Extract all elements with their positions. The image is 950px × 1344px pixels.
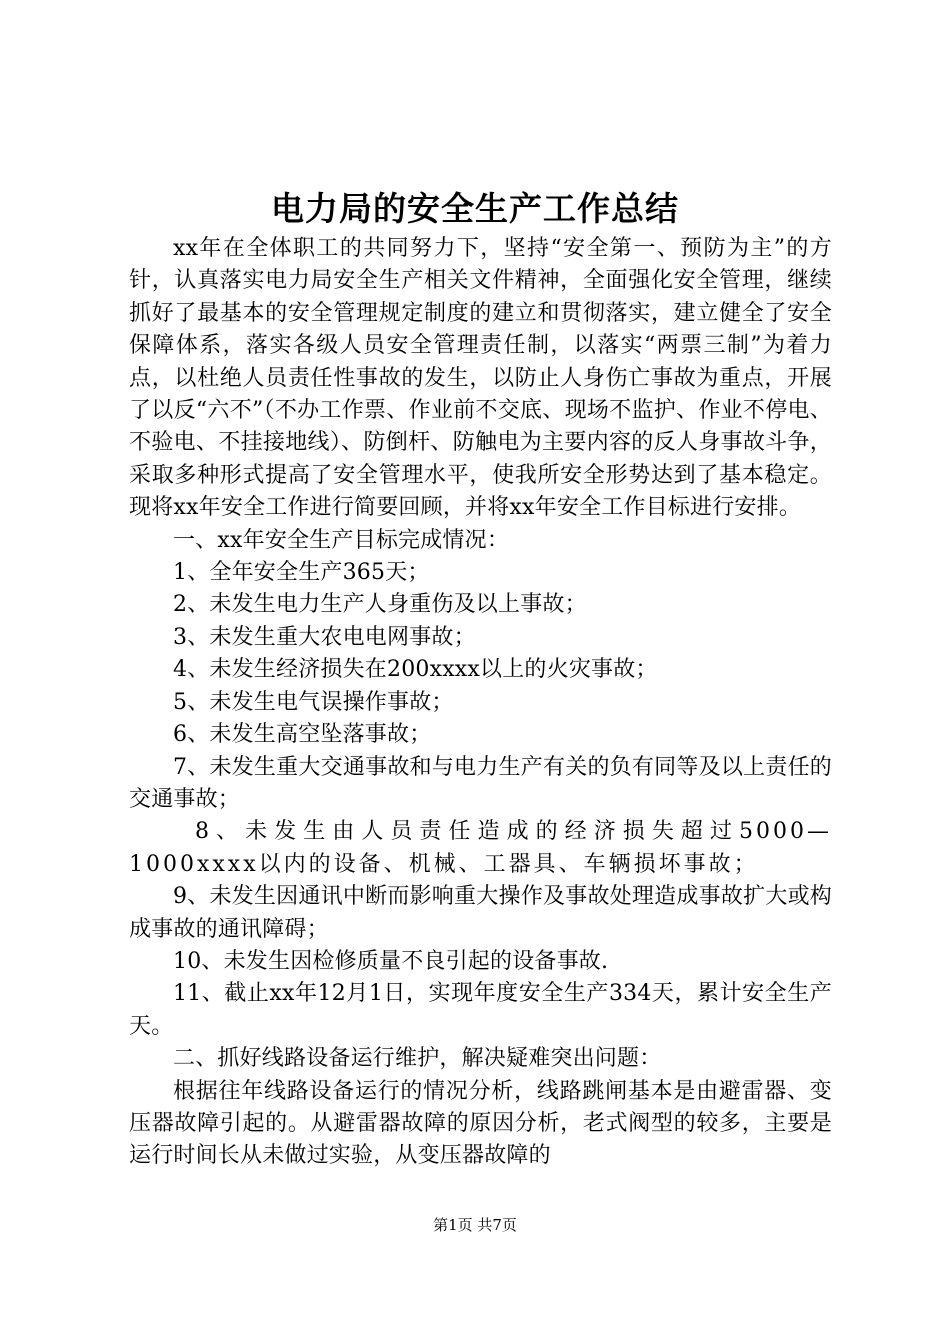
- goal-item-7: 7、未发生重大交通事故和与电力生产有关的负有同等及以上责任的交通事故；: [129, 754, 832, 812]
- document-title: 电力局的安全生产工作总结: [271, 189, 679, 228]
- page-number: 第1页 共7页: [433, 1216, 517, 1234]
- goal-item-9: 9、未发生因通讯中断而影响重大操作及事故处理造成事故扩大或构成事故的通讯障碍；: [129, 884, 832, 942]
- goal-item-11: 11、截止xx年12月1日，实现年度安全生产334天，累计安全生产天。: [129, 981, 832, 1039]
- goal-item-6: 6、未发生高空坠落事故；: [173, 722, 432, 748]
- goal-item-5: 5、未发生电气误操作事故；: [173, 689, 454, 715]
- goal-item-2: 2、未发生电力生产人身重伤及以上事故；: [173, 592, 587, 618]
- analysis-paragraph: 根据往年线路设备运行的情况分析，线路跳闸基本是由避雷器、变压器故障引起的。从避雷器故障的原因分析，老式阀型的较多，主要是运行时间长从未做过实验，从变压器故障的: [129, 1078, 832, 1169]
- goal-item-3: 3、未发生重大农电电网事故；: [173, 624, 476, 650]
- section-heading-2: 二、抓好线路设备运行维护，解决疑难突出问题：: [173, 1046, 662, 1072]
- goal-item-1: 1、全年安全生产365天；: [173, 560, 430, 586]
- goal-item-4: 4、未发生经济损失在200xxxx以上的火灾事故；: [173, 657, 658, 683]
- intro-paragraph: xx年在全体职工的共同努力下，坚持“安全第一、预防为主”的方针，认真落实电力局安全生产相关文件精神，全面强化安全管理，继续抓好了最基本的安全管理规定制度的建立和贯彻落实，建立健全了安全保障体系，落实各级人员安全管理责任制，以落实“两票三制”为着力点，以杜绝人员责任性事故的发生，以防止人身伤亡事故为重点，开展了以反“六不”（不办工作票、作业前不交底、现场不监护、作业不停电、不验电、不挂接地线）、防倒杆、防触电为主要内容的反人身事故斗争，采取多种形式提高了安全管理水平，使我所安全形势达到了基本稳定。现将xx年安全工作进行简要回顾，并将xx年安全工作目标进行安排。: [129, 236, 832, 521]
- goal-item-8: 8、未发生由人员责任造成的经济损失超过5000—1000xxxx以内的设备、机械、工器具、车辆损坏事故；: [129, 819, 832, 877]
- section-heading-1: 一、xx年安全生产目标完成情况：: [173, 527, 510, 553]
- goal-item-10: 10、未发生因检修质量不良引起的设备事故.: [173, 948, 609, 974]
- document-body: [129, 233, 832, 1173]
